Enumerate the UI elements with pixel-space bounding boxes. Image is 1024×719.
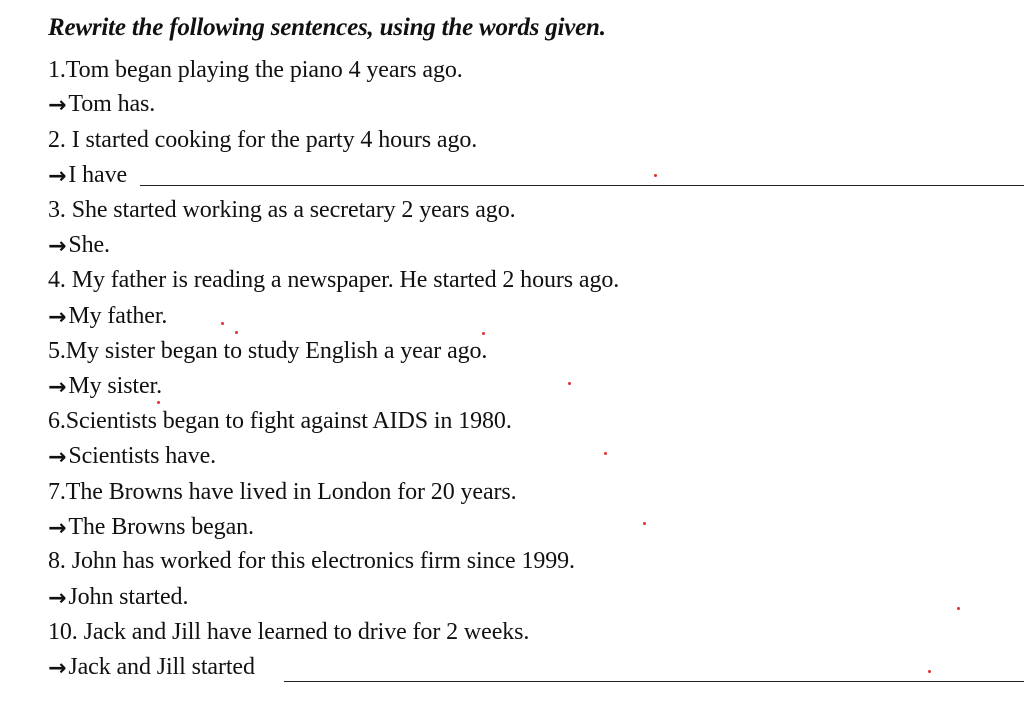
- exercise-prompt-2: 2. I started cooking for the party 4 hours ago.: [48, 127, 478, 153]
- annotation-dot: [221, 322, 224, 325]
- annotation-dot: [654, 174, 657, 177]
- exercise-prompt-3: 3. She started working as a secretary 2 years ago.: [48, 197, 516, 223]
- exercise-prompt-1: 1.Tom began playing the piano 4 years ago.: [48, 57, 463, 83]
- answer-text: I have: [68, 162, 128, 188]
- exercise-answer-8: [48, 582, 188, 613]
- arrow-icon: →: [48, 445, 67, 470]
- exercise-prompt-5: 5.My sister began to study English a year ago.: [48, 338, 488, 364]
- answer-text: The Browns began.: [68, 514, 254, 540]
- answer-blank-line-10[interactable]: [284, 681, 1024, 682]
- annotation-dot: [482, 332, 485, 335]
- exercise-answer-4: [48, 301, 167, 332]
- annotation-dot: [604, 452, 607, 455]
- exercise-answer-2: [48, 160, 127, 191]
- arrow-icon: →: [48, 656, 67, 681]
- exercise-answer-7: [48, 512, 254, 543]
- exercise-answer-10: [48, 652, 255, 683]
- annotation-dot: [568, 382, 571, 385]
- arrow-icon: →: [48, 305, 67, 330]
- answer-text: Tom has.: [68, 91, 156, 117]
- arrow-icon: →: [48, 516, 67, 541]
- exercise-answer-6: [48, 441, 216, 472]
- answer-text: Scientists have.: [68, 443, 217, 469]
- exercise-prompt-8: 8. John has worked for this electronics firm since 1999.: [48, 548, 575, 574]
- answer-text: My sister.: [68, 373, 163, 399]
- annotation-dot: [957, 607, 960, 610]
- annotation-dot: [928, 670, 931, 673]
- answer-text: She.: [68, 232, 110, 258]
- exercise-prompt-6: 6.Scientists began to fight against AIDS in 1980.: [48, 408, 512, 434]
- worksheet-instruction: Rewrite the following sentences, using the words given.: [48, 14, 606, 41]
- arrow-icon: →: [48, 164, 67, 189]
- exercise-answer-1: [48, 89, 155, 120]
- exercise-answer-5: [48, 371, 162, 402]
- answer-text: Jack and Jill started: [68, 654, 255, 680]
- exercise-answer-3: [48, 230, 110, 261]
- arrow-icon: →: [48, 93, 67, 118]
- exercise-prompt-7: 7.The Browns have lived in London for 20 years.: [48, 479, 517, 505]
- exercise-prompt-10: 10. Jack and Jill have learned to drive for 2 weeks.: [48, 619, 530, 645]
- arrow-icon: →: [48, 586, 67, 611]
- annotation-dot: [643, 522, 646, 525]
- answer-text: John started.: [68, 584, 189, 610]
- exercise-prompt-4: 4. My father is reading a newspaper. He started 2 hours ago.: [48, 267, 620, 293]
- annotation-dot: [157, 401, 160, 404]
- answer-blank-line-2[interactable]: [140, 185, 1024, 186]
- annotation-dot: [235, 331, 238, 334]
- arrow-icon: →: [48, 234, 67, 259]
- arrow-icon: →: [48, 375, 67, 400]
- answer-text: My father.: [68, 303, 168, 329]
